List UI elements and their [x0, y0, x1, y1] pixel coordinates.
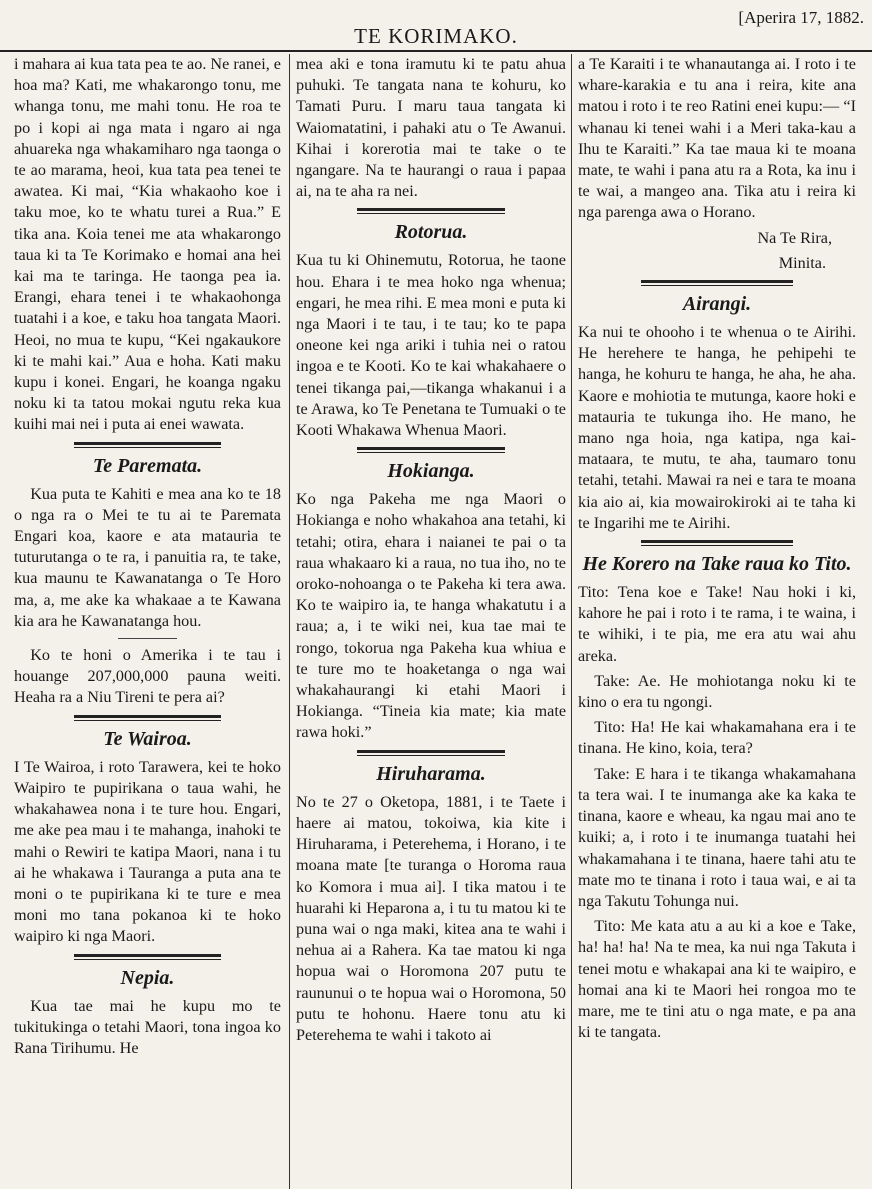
section-heading: He Korero na Take raua ko Tito. — [582, 553, 852, 576]
section-rule — [357, 750, 506, 756]
issue-date: [Aperira 17, 1882. — [738, 8, 864, 27]
section-heading: Hiruharama. — [376, 762, 486, 785]
section-heading: Te Paremata. — [92, 454, 203, 477]
section-rule — [74, 715, 221, 721]
article-text: Kua tu ki Ohinemutu, Rotorua, he taone hou. Ehara i te mea hoko nga whenua; engari, he mea rihi. E mea moni e puta ki nga Maori i te tau, i te tau; ko te papa oneone kei nga ariki i tuhia nei o ratou ingoa e te Kooti. Ko te kai whakahaere o tenei tikanga pai,—tikanga whakanui i a te Arawa, ko Te Penetana te Tumuaki o te Kooti Whakawa Whenua Maori. — [296, 251, 566, 440]
article-text: Kua tae mai he kupu mo te tukitukinga o tetahi Maori, tona ingoa ko Rana Tirihumu. He — [14, 996, 281, 1057]
dialogue-line: Tito: Tena koe e Take! Nau hoki i ki, kahore he pai i roto i te rama, i te waina, i te wihiki, i te pia, me era atu wai ahu areka. — [578, 583, 856, 665]
divider — [118, 638, 177, 639]
page-header — [0, 0, 872, 52]
section-rule — [357, 208, 506, 214]
section-heading: Airangi. — [682, 293, 752, 316]
section-heading: Te Wairoa. — [103, 727, 192, 750]
article-text: i mahara ai kua tata pea te ao. Ne ranei, e hoa ma? Kati, me whakarongo tonu, me whanga tonu, me mahi tonu. He roa te po i kopi ai nga mata i ngaro ai nga ahuareka nga whakamiharo nga taonga o te ao marama, heoi, kua tata pea tenei te awatea. Ki mai, “Kia whakaoho koe i taku moe, ko te whatu turei a Rua.” E tika ana. Koia tenei me ata whakarongo taua ki ta Te Korimako e homai ana hei kai ma te taringa. He taonga pea ia. Erangi, ehara tenei i te whakaohonga tuatahi i a koe, e taku hoa tangata Maori. Heoi, no mua te kupu, “Kei ngakaukore ki te mahi kai.” Aua e hoha. Kati maku kupu i konei. Engari, he koanga ngaku noku ki ta tatou mokai ngutu reka kua kuihi mai nei i puta ai enei wawata. — [14, 55, 281, 434]
section-rule — [641, 280, 794, 286]
article-text: No te 27 o Oketopa, 1881, i te Taete i haere ai matou, tokoiwa, kia kite i Hiruharama, i Peterehema, i Horano, i te moana mate [te turanga o Horoma raua ko Komora i mua ai]. I tika matou i te huarahi ki Heparona a, i tu tu matou ki te puna wai o nga maki, kitea ana te wahi i nehua ai a Rahera. Ka tae matou ki nga hopua wai o Horomona 207 putu te raununui o te hopua wai o Horomona, 50 putu te hohonu. Haere tonu atu ki Peterehema te wahi i takoto ai — [296, 792, 566, 1044]
section-heading: Rotorua. — [394, 221, 468, 244]
section-heading: Nepia. — [120, 966, 175, 989]
section-rule — [74, 954, 221, 960]
article-text: I Te Wairoa, i roto Tarawera, kei te hoko Waipiro te pupirikana o taua wahi, he whakahawea nona i te ture hou. Engari, me ake pea mau i te mahanga, inahoki te mahi o Rewiri te katipa Maori, nana i tu ai he whakawa i Tauranga a puta ana te moni o te pupirikana ki te ture e mea moni mo tana pokanoa ki te hoko waipiro ki nga Maori. — [14, 757, 281, 946]
article-text: Ko nga Pakeha me nga Maori o Hokianga e noho whakahoa ana tetahi, ki tetahi; otira, ehara i naianei te pai o ta raua whakaaro ki a raua, no tua iho, no te oroko-nohoanga o te Pakeha ki tera awa. Ko te waipiro ia, te hanga whakatutu i a raua; a, i te wiki nei, kua tae mai te rongo, tokorua nga Pakeha kua whiua e te ture mo te hoaketanga o nga wai whakahaurangi ki etahi Maori i Hokianga. “Tineia kia mate; kia mate rawa hoki.” — [296, 490, 566, 742]
article-text: Ko te honi o Amerika i te tau i houange 207,000,000 pauna weiti. Heaha ra a Niu Tireni te pera ai? — [14, 646, 281, 707]
section-rule — [74, 442, 221, 448]
dialogue-line: Take: E hara i te tikanga whakamahana ta tera wai. I te inumanga ake ka kaka te tinana, kaore e wheau, ka ngau mai ano te kuiki; a, i roto i te inumanga tuatahi hei whakamahana i te tinana, haere tahi atu te mate mo te tinana i roto i taua wai, e ai ta nga Takutu Tohunga nui. — [578, 764, 856, 910]
article-text: Kua puta te Kahiti e mea ana ko te 18 o nga ra o Mei te tu ai te Paremata Engari koa, kaore e ata matauria te tuturutanga o te ra, i panuitia ra, te take, kua maunu te Kawanatanga o Te Horo ma, a, me ake ka whakaae a te Kawana kia ara he Kawanatanga hou. — [14, 484, 281, 630]
column-divider — [289, 54, 290, 1189]
article-text: mea aki e tona iramutu ki te patu ahua puhuki. Te tangata nana te kohuru, ko Tamati Puru. I maru taua tangata ki Waiomatatini, i pahaki atu o Te Awanui. Kihai i korerotia mai te take o te ngangare. Na te haurangi o raua i papaa ai, na te aha ra nei. — [296, 55, 566, 201]
dialogue-line: Take: Ae. He mohiotanga noku ki te kino o era tu ngongi. — [578, 671, 856, 712]
article-text: a Te Karaiti i te whanautanga ai. I roto i te whare-karakia e tu ana i reira, kite ana matou i roto i te reo Ratini enei kupu:— “I whanau ki tenei wahi i a Meri taka-kau a Ihu te Karaiti.” Ka tae maua ki te moana mate, te wahi i pana atu ra a Rota, ka inu i te wai, a mangeo ana. Tika atu i reira ki nga parenga awa o Horano. — [578, 55, 856, 222]
signature-name: Na Te Rira, — [757, 228, 832, 247]
section-heading: Hokianga. — [387, 460, 475, 483]
section-rule — [357, 447, 506, 453]
dialogue-line: Tito: Ha! He kai whakamahana era i te tinana. He kino, koia, tera? — [578, 718, 856, 758]
column-divider — [571, 54, 572, 1189]
article-text: Ka nui te ohooho i te whenua o te Airihi. He herehere te hanga, he pehipehi te hanga, he kohuru te hanga, he aha, he aha. Kaore e mohiotia te mutunga, kaore hoki e matauria te tukunga iho. He mano, he mano nga hoia, nga katipa, nga kai-mataara, te mutu, te aha, taumaro tonu tetahi, tetahi. Mawai ra nei e tara te moana kia aio ai, kia mowairokiroki ai te taha ki te Ingarihi me te Airihi. — [578, 323, 856, 532]
signature-title: Minita. — [778, 253, 826, 272]
column-2 — [296, 54, 566, 1189]
column-1 — [14, 54, 281, 1189]
section-rule — [641, 540, 794, 546]
dialogue-line: Tito: Me kata atu a au ki a koe e Take, ha! ha! ha! Na te mea, ka nui nga Takuta i tenei motu e whakapai ana ki te waipiro, e homai ana ki te Maori hei rongoa mo te mare, me te tini atu o nga mate, e pa ana ki te tangata. — [578, 917, 856, 1042]
masthead-title: TE KORIMAKO. — [354, 24, 518, 48]
column-3 — [578, 54, 856, 1189]
